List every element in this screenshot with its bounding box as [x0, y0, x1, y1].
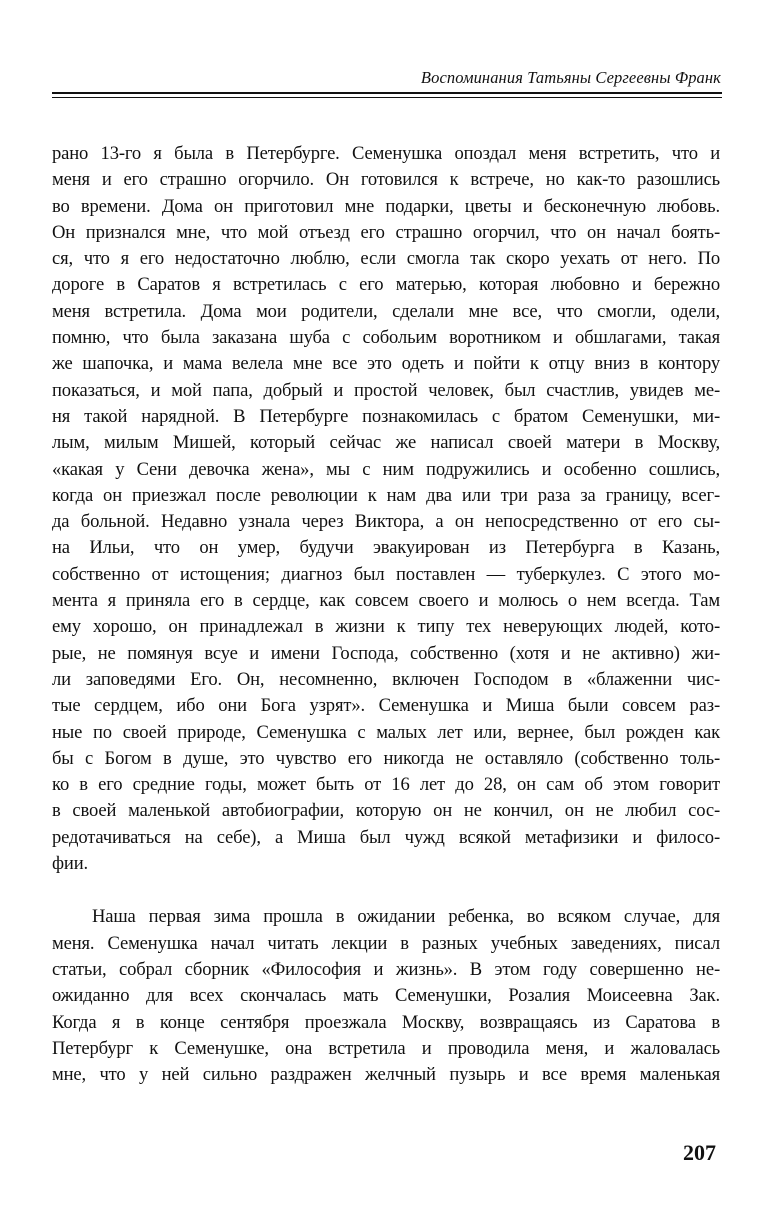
text-line: статьи, собрал сборник «Философия и жизнь». В этом году совершенно не- [52, 958, 720, 980]
text-line: меня встретила. Дома мои родители, сделали мне все, что смогли, одели, [52, 300, 720, 322]
text-line: ко в его средние годы, может быть от 16 лет до 28, он сам об этом говорит [52, 774, 720, 796]
text-line: когда он приезжал после революции к нам два или три раза за границу, всег- [52, 484, 720, 506]
text-line: бы с Богом в душе, это чувство его никогда не оставляло (собственно толь- [52, 747, 720, 769]
text-line: на Ильи, что он умер, будучи эвакуирован из Петербурга в Казань, [52, 537, 720, 559]
text-line: Наша первая зима прошла в ожидании ребенка, во всяком случае, для [92, 906, 720, 928]
text-line: «какая у Сени девочка жена», мы с ним подружились и особенно сошлись, [52, 458, 720, 480]
text-line: ему хорошо, он принадлежал в жизни к типу тех неверующих людей, кото- [52, 616, 720, 638]
text-line: тые сердцем, ибо они Бога узрят». Семенушка и Миша были совсем раз- [52, 695, 720, 717]
text-line: меня. Семенушка начал читать лекции в разных учебных заведениях, писал [52, 932, 720, 954]
text-line: ные по своей природе, Семенушка с малых лет или, вернее, был рожден как [52, 721, 720, 743]
text-line: же шапочка, и мама велела мне все это одеть и пойти к отцу вниз в контору [52, 353, 720, 375]
text-line: дороге в Саратов я встретилась с его матерью, которая любовно и бережно [52, 274, 720, 296]
text-line: мента я приняла его в сердце, как совсем своего и молюсь о нем всегда. Там [52, 590, 720, 612]
running-head-title: Воспоминания Татьяны Сергеевны Франк [420, 68, 721, 87]
header-rule-thick [52, 92, 722, 94]
text-line: во времени. Дома он приготовил мне подарки, цветы и бесконечную любовь. [52, 195, 720, 217]
text-line: лым, милым Мишей, который сейчас же написал своей матери в Москву, [52, 432, 720, 454]
header-rule-thin [52, 97, 722, 98]
paragraph-1 [52, 141, 720, 877]
paragraph-gap [52, 877, 720, 904]
text-line: меня и его страшно огорчило. Он готовился к встрече, но как-то разошлись [52, 169, 720, 191]
text-line: ня такой нарядной. В Петербурге познакомилась с братом Семенушки, ми- [52, 405, 720, 427]
text-line: редотачиваться на себе), а Миша был чужд всякой метафизики и филосо- [52, 826, 720, 848]
text-line: Он признался мне, что мой отъезд его страшно огорчил, что он начал боять- [52, 221, 720, 243]
text-line: показаться, и мой папа, добрый и простой человек, был счастлив, увидев ме- [52, 379, 720, 401]
text-line: собственно от истощения; диагноз был поставлен — туберкулез. С этого мо- [52, 563, 720, 585]
text-line: ожиданно для всех скончалась мать Семенушки, Розалия Моисеевна Зак. [52, 985, 720, 1007]
text-line: помню, что была заказана шуба с собольим воротником и обшлагами, такая [52, 327, 720, 349]
text-line: да больной. Недавно узнала через Виктора, а он непосредственно от его сы- [52, 511, 720, 533]
text-line: ся, что я его недостаточно люблю, если смогла так скоро уехать от него. По [52, 248, 720, 270]
text-line: рые, не помянуя всуе и имени Господа, собственно (хотя и не активно) жи- [52, 642, 720, 664]
text-line: Когда я в конце сентября проезжала Москву, возвращаясь из Саратова в [52, 1011, 720, 1033]
paragraph-2 [52, 904, 720, 1088]
text-line: ли заповедями Его. Он, несомненно, включен Господом в «блаженни чис- [52, 668, 720, 690]
text-line: в своей маленькой автобиографии, которую он не кончил, он не любил сос- [52, 800, 720, 822]
body-text [52, 141, 720, 1088]
page-number: 207 [683, 1140, 716, 1165]
text-line: Петербург к Семенушке, она встретила и проводила меня, и жаловалась [52, 1037, 720, 1059]
text-line: фии. [52, 853, 88, 875]
text-line: мне, что у ней сильно раздражен желчный пузырь и все время маленькая [52, 1064, 720, 1086]
text-line: рано 13-го я была в Петербурге. Семенушка опоздал меня встретить, что и [52, 143, 720, 164]
